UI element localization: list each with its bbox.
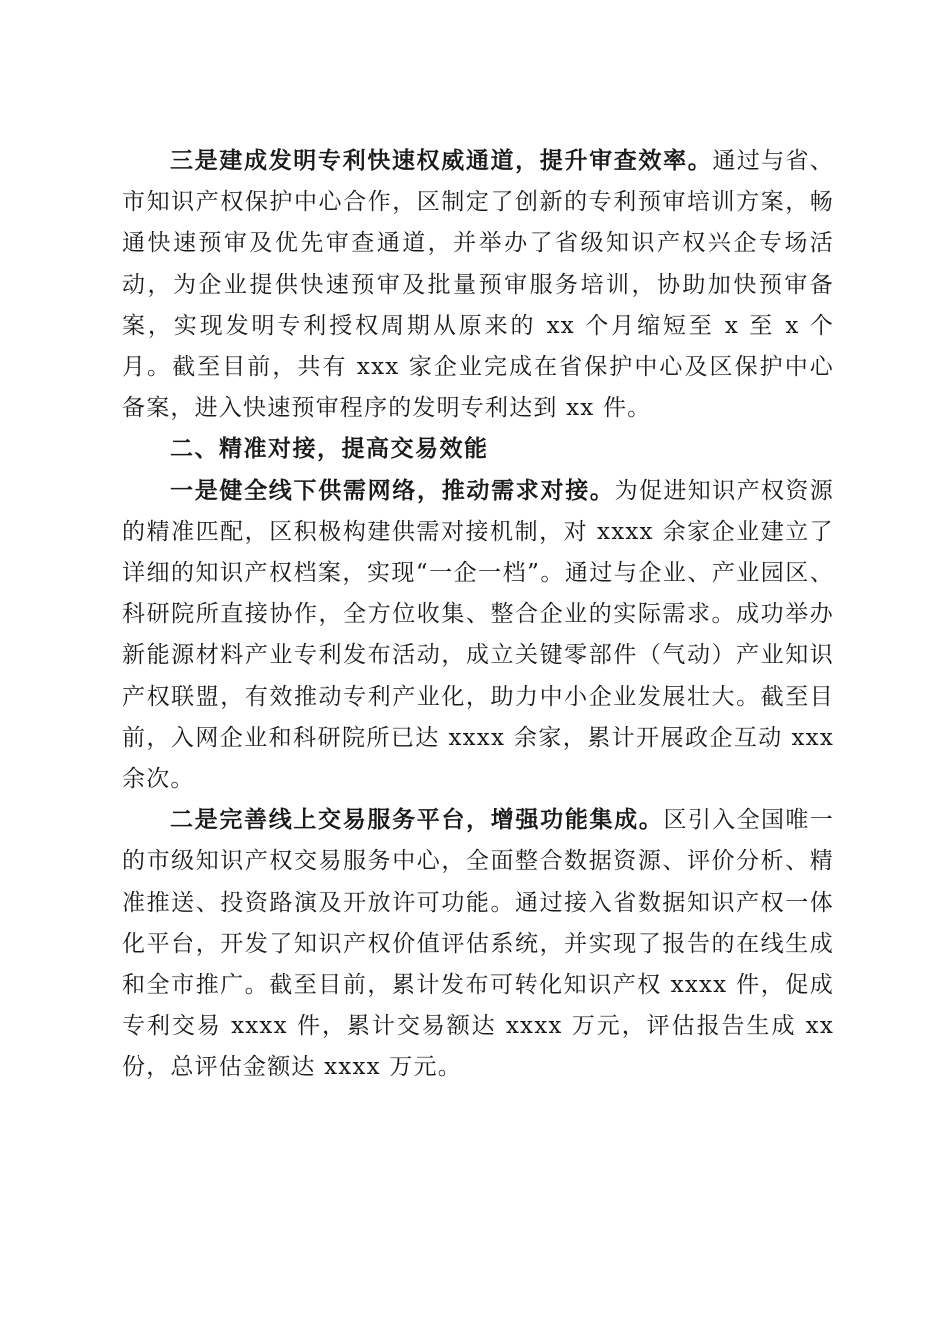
paragraph-offline-network xyxy=(122,471,834,801)
document-body xyxy=(122,141,834,1089)
paragraph-text: 为促进知识产权资源的精准匹配，区积极构建供需对接机制，对 xxxx 余家企业建立了详细的知识产权档案，实现“一企一档”。通过与企业、产业园区、科研院所直接协作，全方位收集、整合企业的实际需求。成功举办新能源材料产业专利发布活动，成立关键零部件（气动）产业知识产权联盟，有效推动专利产业化，助力中小企业发展壮大。截至目前，入网企业和科研院所已达 xxxx 余家，累计开展政企互动 xxx 余次。 xyxy=(122,477,834,793)
paragraph-online-platform xyxy=(122,800,834,1088)
paragraph-lead: 二是完善线上交易服务平台，增强功能集成。 xyxy=(170,807,664,834)
paragraph-lead: 三是建成发明专利快速权威通道，提升审查效率。 xyxy=(170,148,713,174)
section-heading: 二、精准对接，提高交易效能 xyxy=(170,436,489,463)
paragraph-fast-patent-channel xyxy=(122,141,834,429)
paragraph-lead: 一是健全线下供需网络，推动需求对接。 xyxy=(170,477,615,504)
paragraph-text: 区引入全国唯一的市级知识产权交易服务中心，全面整合数据资源、评价分析、精准推送、投资路演及开放许可功能。通过接入省数据知识产权一体化平台，开发了知识产权价值评估系统，并实现了报告的在线生成和全市推广。截至目前，累计发布可转化知识产权 xxxx 件，促成专利交易 xxxx 件，累计交易额达 xxxx 万元，评估报告生成 xx 份，总评估金额达 xxxx 万元。 xyxy=(122,807,835,1081)
paragraph-text: 通过与省、市知识产权保护中心合作，区制定了创新的专利预审培训方案，畅通快速预审及优先审查通道，并举办了省级知识产权兴企专场活动，为企业提供快速预审及批量预审服务培训，协助加快预审备案，实现发明专利授权周期从原来的 xx 个月缩短至 x 至 x 个月。截至目前，共有 xxx 家企业完成在省保护中心及区保护中心备案，进入快速预审程序的发明专利达到 xx 件。 xyxy=(122,148,835,422)
